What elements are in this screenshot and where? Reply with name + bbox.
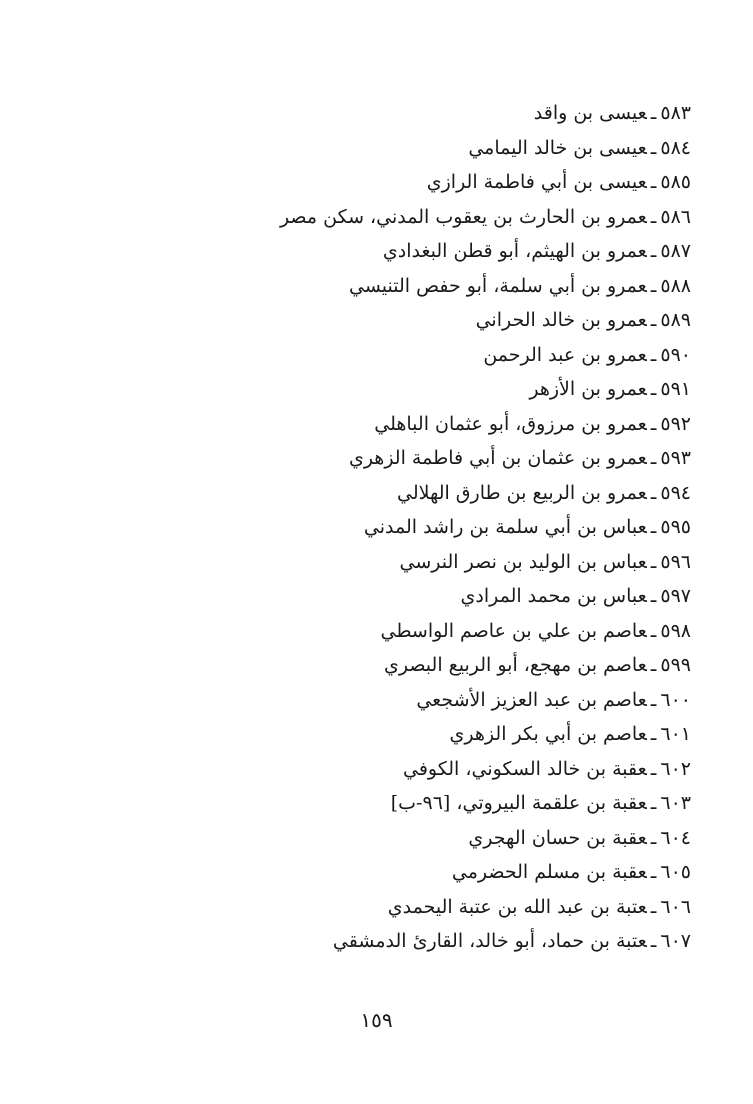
entry-separator: ـ	[650, 585, 657, 607]
entry-name: عباس بن الوليد بن نصر النرسي	[399, 550, 647, 573]
entry-separator: ـ	[650, 757, 657, 780]
list-item	[231, 683, 691, 718]
entry-name: عتبة بن حماد، أبو خالد، القارئ الدمشقي	[332, 930, 647, 952]
entry-separator: ـ	[650, 861, 657, 883]
list-item	[231, 890, 691, 925]
entry-name: عباس بن أبي سلمة بن راشد المدني	[363, 516, 647, 538]
entry-separator: ـ	[650, 378, 657, 400]
entry-separator: ـ	[650, 930, 657, 952]
entry-name: عقبة بن حسان الهجري	[468, 826, 647, 849]
entry-number: ٦٠٦	[660, 895, 691, 918]
list-item	[231, 648, 691, 683]
list-item	[231, 510, 691, 545]
entry-separator: ـ	[650, 343, 657, 366]
entry-number: ٦٠٠	[660, 688, 691, 711]
entry-number: ٦٠٥	[660, 861, 691, 883]
entry-number: ٥٩٨	[660, 619, 691, 642]
entry-number: ٥٩٦	[660, 550, 691, 573]
entry-name: عمرو بن خالد الحراني	[475, 309, 647, 331]
entry-number: ٦٠٧	[660, 930, 691, 952]
entry-number: ٥٩٤	[660, 481, 691, 504]
list-item	[231, 545, 691, 580]
entry-name: عاصم بن مهجع، أبو الربيع البصري	[383, 654, 647, 676]
entry-name: عيسى بن أبي فاطمة الرازي	[426, 171, 647, 193]
entry-name: عمرو بن الربيع بن طارق الهلالي	[396, 481, 647, 504]
list-item	[231, 165, 691, 200]
entry-name: عمرو بن عبد الرحمن	[483, 343, 647, 366]
entry-number: ٦٠٤	[660, 826, 691, 849]
entry-number: ٥٨٨	[660, 274, 691, 297]
entry-separator: ـ	[650, 102, 657, 124]
list-item	[231, 855, 691, 890]
entry-name: عمرو بن عثمان بن أبي فاطمة الزهري	[348, 447, 647, 469]
entry-name: عمرو بن الهيثم، أبو قطن البغدادي	[382, 240, 647, 262]
entry-name: عباس بن محمد المرادي	[460, 585, 647, 607]
entry-name: عمرو بن الأزهر	[529, 378, 647, 400]
entry-name: عقبة بن علقمة البيروتي، [٩٦-ب]	[390, 792, 647, 814]
entry-separator: ـ	[650, 412, 657, 435]
entry-separator: ـ	[650, 723, 657, 745]
list-item	[231, 441, 691, 476]
list-item	[231, 338, 691, 373]
list-item	[231, 303, 691, 338]
entry-number: ٥٨٣	[660, 102, 691, 124]
entry-number: ٥٩٩	[660, 654, 691, 676]
entry-name: عقبة بن خالد السكوني، الكوفي	[403, 757, 647, 780]
entry-number: ٥٩٢	[660, 412, 691, 435]
entry-number: ٥٨٦	[660, 205, 691, 228]
entry-name: عاصم بن عبد العزيز الأشجعي	[416, 688, 647, 711]
list-item	[231, 924, 691, 959]
list-item	[231, 752, 691, 787]
entry-separator: ـ	[650, 516, 657, 538]
entry-separator: ـ	[650, 136, 657, 159]
entry-number: ٥٩٥	[660, 516, 691, 538]
entry-separator: ـ	[650, 619, 657, 642]
entry-separator: ـ	[650, 792, 657, 814]
entry-separator: ـ	[650, 171, 657, 193]
list-item	[231, 131, 691, 166]
entry-separator: ـ	[650, 550, 657, 573]
entry-separator: ـ	[650, 481, 657, 504]
entry-number: ٥٩٣	[660, 447, 691, 469]
list-item	[231, 200, 691, 235]
entry-name: عمرو بن أبي سلمة، أبو حفص التنيسي	[349, 274, 647, 297]
entry-number: ٥٩٧	[660, 585, 691, 607]
entry-separator: ـ	[650, 895, 657, 918]
entry-name: عمرو بن مرزوق، أبو عثمان الباهلي	[374, 412, 647, 435]
list-item	[231, 372, 691, 407]
entry-number: ٥٨٤	[660, 136, 691, 159]
entry-separator: ـ	[650, 205, 657, 228]
entry-separator: ـ	[650, 654, 657, 676]
entry-number: ٦٠٣	[660, 792, 691, 814]
list-item	[231, 234, 691, 269]
entry-separator: ـ	[650, 274, 657, 297]
entry-number: ٥٨٥	[660, 171, 691, 193]
entry-separator: ـ	[650, 447, 657, 469]
list-item	[231, 786, 691, 821]
list-item	[231, 614, 691, 649]
entry-separator: ـ	[650, 826, 657, 849]
page-number: ١٥٩	[360, 1008, 393, 1032]
list-item	[231, 821, 691, 856]
entry-name: عقبة بن مسلم الحضرمي	[451, 861, 647, 883]
list-item	[231, 476, 691, 511]
entry-name: عمرو بن الحارث بن يعقوب المدني، سكن مصر	[279, 205, 647, 228]
entry-name: عيسى بن واقد	[533, 102, 647, 124]
entry-name: عاصم بن أبي بكر الزهري	[449, 723, 647, 745]
entry-separator: ـ	[650, 688, 657, 711]
entry-list	[231, 96, 691, 959]
entry-number: ٦٠١	[660, 723, 691, 745]
entry-number: ٦٠٢	[660, 757, 691, 780]
entry-name: عتبة بن عبد الله بن عتبة اليحمدي	[387, 895, 647, 918]
list-item	[231, 717, 691, 752]
entry-name: عاصم بن علي بن عاصم الواسطي	[380, 619, 647, 642]
entry-name: عيسى بن خالد اليمامي	[468, 136, 647, 159]
list-item	[231, 579, 691, 614]
list-item	[231, 269, 691, 304]
entry-number: ٥٩١	[660, 378, 691, 400]
entry-number: ٥٩٠	[660, 343, 691, 366]
entry-separator: ـ	[650, 240, 657, 262]
entry-number: ٥٨٧	[660, 240, 691, 262]
list-item	[231, 407, 691, 442]
entry-separator: ـ	[650, 309, 657, 331]
list-item	[231, 96, 691, 131]
entry-number: ٥٨٩	[660, 309, 691, 331]
